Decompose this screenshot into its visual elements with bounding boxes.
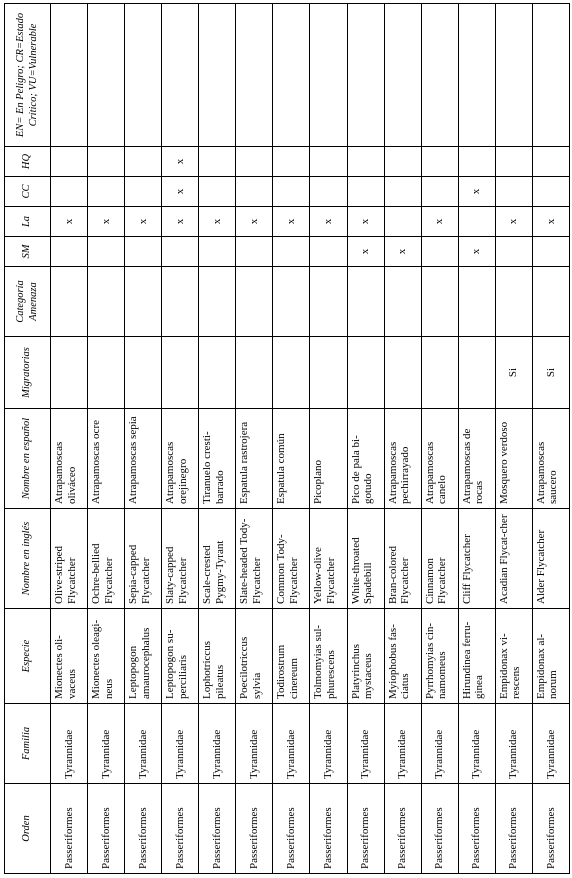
cell-hq [310, 147, 347, 177]
cell-cc: x [458, 177, 495, 207]
table-row [273, 4, 310, 874]
cell-orden: Passeriformes [458, 784, 495, 874]
table-header [5, 4, 51, 874]
table-row [236, 4, 273, 874]
cell-orden: Passeriformes [199, 784, 236, 874]
cell-nombre-espanol: Atrapamoscas oliváceo [51, 409, 88, 509]
cell-familia: Tyrannidae [458, 704, 495, 784]
table-row [458, 4, 495, 874]
cell-nombre-ingles: Olive-striped Flycatcher [51, 509, 88, 609]
cell-threat-legend [310, 4, 347, 147]
cell-familia: Tyrannidae [51, 704, 88, 784]
cell-threat-legend [384, 4, 421, 147]
cell-cc [532, 177, 569, 207]
cell-nombre-ingles: Cinnamon Flycatcher [421, 509, 458, 609]
cell-hq [421, 147, 458, 177]
cell-nombre-ingles: Slaty-capped Flycatcher [162, 509, 199, 609]
cell-familia: Tyrannidae [236, 704, 273, 784]
cell-migratorias [51, 337, 88, 409]
cell-la: x [273, 207, 310, 237]
cell-orden: Passeriformes [162, 784, 199, 874]
cell-la: x [236, 207, 273, 237]
header-categoria-amenaza: Categoría Amenaza [5, 267, 51, 337]
cell-nombre-espanol: Atrapamoscas canelo [421, 409, 458, 509]
cell-especie: Empidonax al-norum [532, 609, 569, 704]
cell-sm: x [458, 237, 495, 267]
cell-cc [125, 177, 162, 207]
cell-hq [273, 147, 310, 177]
cell-orden: Passeriformes [125, 784, 162, 874]
cell-nombre-espanol: Atrapamoscas orejinegro [162, 409, 199, 509]
cell-cc [310, 177, 347, 207]
cell-sm [162, 237, 199, 267]
cell-categoria-amenaza [532, 267, 569, 337]
cell-orden: Passeriformes [273, 784, 310, 874]
cell-familia: Tyrannidae [384, 704, 421, 784]
cell-categoria-amenaza [458, 267, 495, 337]
cell-migratorias [384, 337, 421, 409]
table-body [51, 4, 570, 874]
table-row [421, 4, 458, 874]
cell-categoria-amenaza [236, 267, 273, 337]
cell-especie: Todirostrum cinereum [273, 609, 310, 704]
cell-nombre-espanol: Mosquero verdoso [495, 409, 532, 509]
cell-nombre-espanol: Tiranuelo cresti-barrado [199, 409, 236, 509]
cell-familia: Tyrannidae [125, 704, 162, 784]
cell-especie: Leptopogon amaurocephalus [125, 609, 162, 704]
cell-la: x [347, 207, 384, 237]
cell-nombre-ingles: White-throated Spadebill [347, 509, 384, 609]
cell-hq [384, 147, 421, 177]
cell-threat-legend [532, 4, 569, 147]
cell-categoria-amenaza [384, 267, 421, 337]
cell-migratorias [310, 337, 347, 409]
cell-cc [495, 177, 532, 207]
cell-nombre-ingles: Ochre-bellied Flycatcher [88, 509, 125, 609]
cell-nombre-ingles: Alder Flycatcher [532, 509, 569, 609]
cell-threat-legend [125, 4, 162, 147]
header-threat-legend: EN= En Peligro; CR=Estado Crítico; VU=Vulnerable [5, 4, 51, 147]
cell-migratorias: Si [495, 337, 532, 409]
cell-cc [88, 177, 125, 207]
cell-hq [125, 147, 162, 177]
cell-nombre-espanol: Atrapamoscas de rocas [458, 409, 495, 509]
cell-categoria-amenaza [88, 267, 125, 337]
cell-especie: Mionectes oli-vaceus [51, 609, 88, 704]
table-row [125, 4, 162, 874]
table-row [310, 4, 347, 874]
header-familia: Familia [5, 704, 51, 784]
cell-threat-legend [495, 4, 532, 147]
cell-familia: Tyrannidae [495, 704, 532, 784]
cell-sm [199, 237, 236, 267]
cell-nombre-espanol: Atrapamoscas saucero [532, 409, 569, 509]
cell-sm [421, 237, 458, 267]
cell-orden: Passeriformes [310, 784, 347, 874]
cell-la [458, 207, 495, 237]
cell-sm [88, 237, 125, 267]
cell-hq [458, 147, 495, 177]
header-cc: CC [5, 177, 51, 207]
header-row [5, 4, 51, 874]
cell-migratorias: Si [532, 337, 569, 409]
cell-sm [273, 237, 310, 267]
cell-la: x [51, 207, 88, 237]
cell-sm: x [384, 237, 421, 267]
cell-familia: Tyrannidae [88, 704, 125, 784]
cell-familia: Tyrannidae [310, 704, 347, 784]
table-row [51, 4, 88, 874]
cell-categoria-amenaza [310, 267, 347, 337]
cell-la: x [532, 207, 569, 237]
cell-categoria-amenaza [51, 267, 88, 337]
header-nombre-espanol: Nombre en español [5, 409, 51, 509]
cell-especie: Mionectes oleagi-neus [88, 609, 125, 704]
table-row [495, 4, 532, 874]
cell-cc [347, 177, 384, 207]
cell-cc [384, 177, 421, 207]
cell-especie: Platyrinchus mystaceus [347, 609, 384, 704]
cell-nombre-espanol: Espatula común [273, 409, 310, 509]
cell-categoria-amenaza [347, 267, 384, 337]
cell-hq [51, 147, 88, 177]
cell-especie: Tolmomyias sul-phurescens [310, 609, 347, 704]
cell-threat-legend [199, 4, 236, 147]
cell-familia: Tyrannidae [532, 704, 569, 784]
cell-sm [495, 237, 532, 267]
cell-sm [532, 237, 569, 267]
cell-threat-legend [51, 4, 88, 147]
cell-hq [347, 147, 384, 177]
cell-la: x [88, 207, 125, 237]
cell-familia: Tyrannidae [273, 704, 310, 784]
cell-threat-legend [162, 4, 199, 147]
cell-cc [51, 177, 88, 207]
header-sm: SM [5, 237, 51, 267]
cell-threat-legend [88, 4, 125, 147]
cell-cc [236, 177, 273, 207]
cell-la: x [125, 207, 162, 237]
cell-migratorias [162, 337, 199, 409]
cell-migratorias [347, 337, 384, 409]
header-migratorias: Migratorias [5, 337, 51, 409]
cell-migratorias [273, 337, 310, 409]
cell-especie: Myiophobus fas-ciatus [384, 609, 421, 704]
cell-la: x [199, 207, 236, 237]
cell-la: x [495, 207, 532, 237]
cell-migratorias [88, 337, 125, 409]
cell-familia: Tyrannidae [347, 704, 384, 784]
table-row [347, 4, 384, 874]
cell-orden: Passeriformes [236, 784, 273, 874]
cell-sm [236, 237, 273, 267]
cell-nombre-espanol: Pico de pala bi-gotudo [347, 409, 384, 509]
cell-especie: Pyrrhomyias cin-namomeus [421, 609, 458, 704]
cell-especie: Lophotriccus pileatus [199, 609, 236, 704]
cell-nombre-ingles: Sepia-capped Flycatcher [125, 509, 162, 609]
cell-nombre-ingles: Bran-colored Flycatcher [384, 509, 421, 609]
cell-migratorias [421, 337, 458, 409]
cell-threat-legend [458, 4, 495, 147]
cell-nombre-ingles: Yellow-olive Flycatcher [310, 509, 347, 609]
cell-threat-legend [421, 4, 458, 147]
cell-la: x [162, 207, 199, 237]
cell-nombre-espanol: Atrapamoscas pechirrayado [384, 409, 421, 509]
cell-hq [236, 147, 273, 177]
cell-threat-legend [273, 4, 310, 147]
cell-nombre-espanol: Espatula rastrojera [236, 409, 273, 509]
cell-orden: Passeriformes [384, 784, 421, 874]
cell-cc [199, 177, 236, 207]
cell-especie: Empidonax vi-rescens [495, 609, 532, 704]
cell-nombre-espanol: Picoplano [310, 409, 347, 509]
table-row [532, 4, 569, 874]
table-row [384, 4, 421, 874]
cell-la [384, 207, 421, 237]
cell-nombre-ingles: Acadian Flycat-cher [495, 509, 532, 609]
cell-orden: Passeriformes [347, 784, 384, 874]
cell-hq: x [162, 147, 199, 177]
cell-hq [199, 147, 236, 177]
cell-threat-legend [347, 4, 384, 147]
rotated-table-wrapper [4, 4, 570, 874]
cell-sm [125, 237, 162, 267]
species-table [4, 3, 570, 874]
cell-orden: Passeriformes [88, 784, 125, 874]
cell-orden: Passeriformes [495, 784, 532, 874]
cell-nombre-espanol: Atrapamoscas ocre [88, 409, 125, 509]
header-la: La [5, 207, 51, 237]
cell-la: x [310, 207, 347, 237]
cell-nombre-espanol: Atrapamoscas sepia [125, 409, 162, 509]
table-row [88, 4, 125, 874]
cell-categoria-amenaza [125, 267, 162, 337]
cell-nombre-ingles: Cliff Flycatcher [458, 509, 495, 609]
cell-familia: Tyrannidae [199, 704, 236, 784]
cell-hq [88, 147, 125, 177]
cell-migratorias [125, 337, 162, 409]
table-row [199, 4, 236, 874]
cell-categoria-amenaza [162, 267, 199, 337]
cell-sm: x [347, 237, 384, 267]
cell-sm [310, 237, 347, 267]
table-row [162, 4, 199, 874]
cell-categoria-amenaza [199, 267, 236, 337]
cell-la: x [421, 207, 458, 237]
cell-nombre-ingles: Scale-crested Pygmy-Tyrant [199, 509, 236, 609]
cell-categoria-amenaza [273, 267, 310, 337]
cell-migratorias [199, 337, 236, 409]
cell-especie: Hirundinea ferru-ginea [458, 609, 495, 704]
cell-categoria-amenaza [495, 267, 532, 337]
cell-familia: Tyrannidae [421, 704, 458, 784]
cell-familia: Tyrannidae [162, 704, 199, 784]
cell-orden: Passeriformes [421, 784, 458, 874]
cell-nombre-ingles: Common Tody-Flycatcher [273, 509, 310, 609]
cell-migratorias [458, 337, 495, 409]
cell-cc [273, 177, 310, 207]
cell-hq [532, 147, 569, 177]
cell-orden: Passeriformes [51, 784, 88, 874]
header-hq: HQ [5, 147, 51, 177]
header-nombre-ingles: Nombre en inglés [5, 509, 51, 609]
cell-hq [495, 147, 532, 177]
cell-threat-legend [236, 4, 273, 147]
header-especie: Especie [5, 609, 51, 704]
header-orden: Orden [5, 784, 51, 874]
cell-nombre-ingles: Slate-headed Tody-Flycatcher [236, 509, 273, 609]
cell-categoria-amenaza [421, 267, 458, 337]
cell-cc [421, 177, 458, 207]
cell-cc: x [162, 177, 199, 207]
cell-orden: Passeriformes [532, 784, 569, 874]
cell-especie: Poecilotriccus sylvia [236, 609, 273, 704]
cell-especie: Leptopogon su-perciliaris [162, 609, 199, 704]
cell-migratorias [236, 337, 273, 409]
cell-sm [51, 237, 88, 267]
